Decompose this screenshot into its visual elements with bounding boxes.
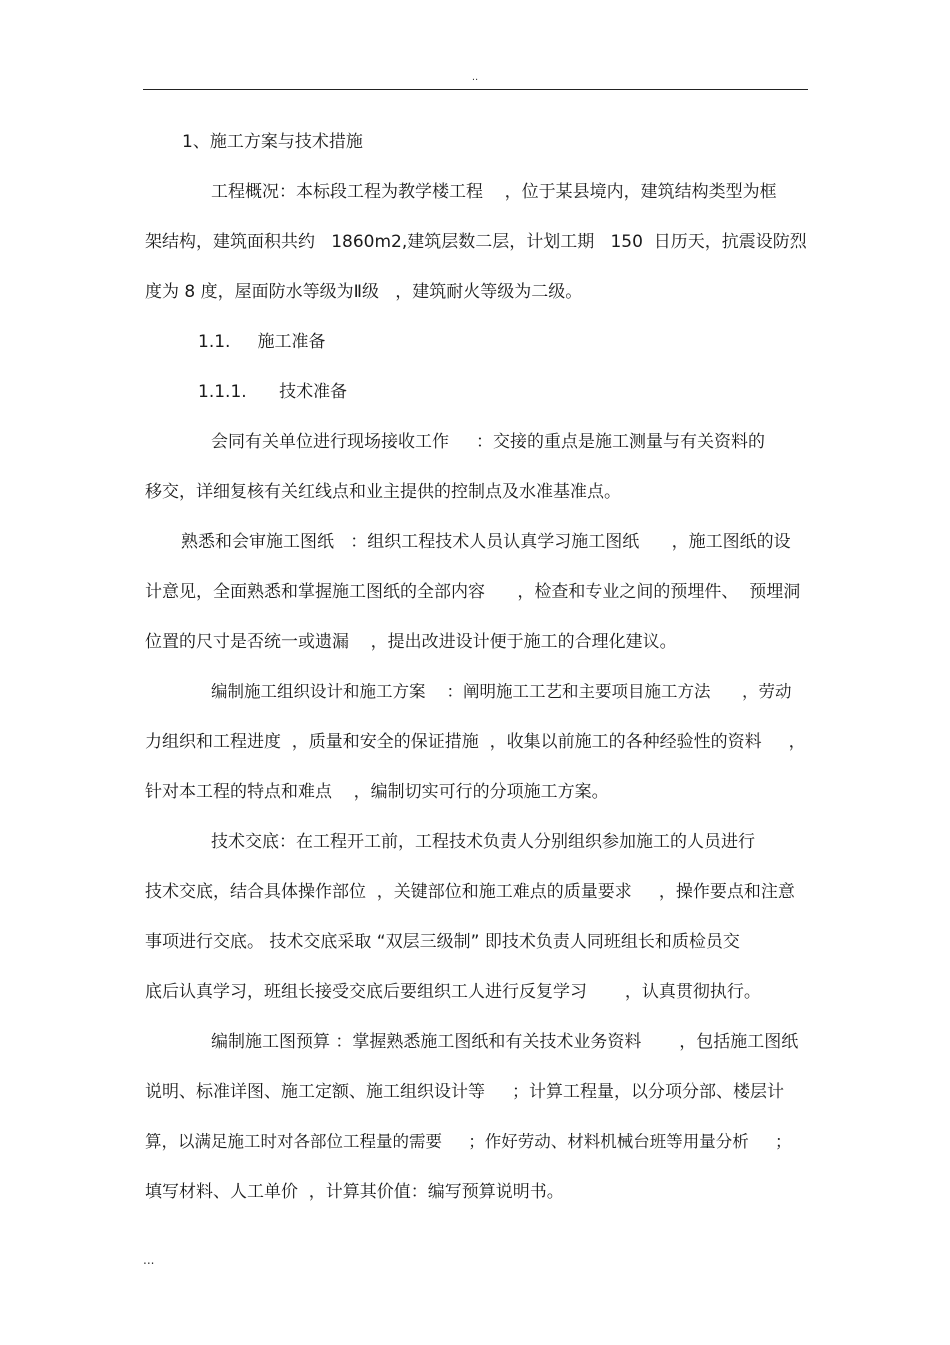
paragraph-line: 会同有关单位进行现场接收工作 ：交接的重点是施工测量与有关资料的 (211, 432, 766, 452)
paragraph-line: 编制施工组织设计和施工方案 ：阐明施工工艺和主要项目施工方法 ，劳动 (211, 682, 792, 701)
paragraph-line: 针对本工程的特点和难点 ，编制切实可行的分项施工方案。 (145, 782, 609, 802)
paragraph-line: 力组织和工程进度 ，质量和安全的保证措施 ，收集以前施工的各种经验性的资料 ， (145, 732, 806, 752)
paragraph-line: 说明、标准详图、施工定额、施工组织设计等 ；计算工程量，以分项分部、楼层计 (145, 1082, 785, 1102)
paragraph-line: 度为 8 度，屋面防水等级为Ⅱ级 ，建筑耐火等级为二级。 (145, 282, 583, 302)
footer-mark: ... (143, 1253, 155, 1267)
paragraph-line: 技术交底：在工程开工前，工程技术负责人分别组织参加施工的人员进行 (211, 832, 755, 852)
header-divider (143, 89, 808, 90)
subsubsection-heading: 1.1.1. 技术准备 (198, 382, 348, 402)
paragraph-line: 移交，详细复核有关红线点和业主提供的控制点及水准基准点。 (145, 482, 621, 502)
paragraph-line: 计意见，全面熟悉和掌握施工图纸的全部内容 ，检查和专业之间的预埋件、 预埋洞 (145, 582, 801, 602)
subsection-heading: 1.1. 施工准备 (198, 332, 326, 352)
paragraph-line: 工程概况：本标段工程为教学楼工程 ，位于某县境内，建筑结构类型为框 (211, 182, 777, 202)
paragraph-line: 填写材料、人工单价 ，计算其价值：编写预算说明书。 (145, 1182, 564, 1202)
paragraph-line: 编制施工图预算 ：掌握熟悉施工图纸和有关技术业务资料 ，包括施工图纸 (211, 1032, 799, 1052)
paragraph-line: 熟悉和会审施工图纸 ：组织工程技术人员认真学习施工图纸 ，施工图纸的设 (181, 532, 791, 552)
paragraph-line: 算，以满足施工时对各部位工程量的需要 ；作好劳动、材料机械台班等用量分析 ； (145, 1132, 792, 1151)
paragraph-line: 位置的尺寸是否统一或遗漏 ，提出改进设计便于施工的合理化建议。 (145, 632, 677, 652)
paragraph-line: 架结构，建筑面积共约 1860m2,建筑层数二层，计划工期 150 日历天，抗震设防烈 (145, 232, 807, 252)
header-mark: .. (471, 72, 479, 83)
section-heading: 1、施工方案与技术措施 (182, 132, 363, 152)
paragraph-line: 技术交底，结合具体操作部位 ，关键部位和施工难点的质量要求 ，操作要点和注意 (145, 882, 795, 902)
paragraph-line: 底后认真学习，班组长接受交底后要组织工人进行反复学习 ，认真贯彻执行。 (145, 982, 761, 1002)
paragraph-line: 事项进行交底。 技术交底采取 “双层三级制” 即技术负责人同班组长和质检员交 (145, 932, 740, 952)
